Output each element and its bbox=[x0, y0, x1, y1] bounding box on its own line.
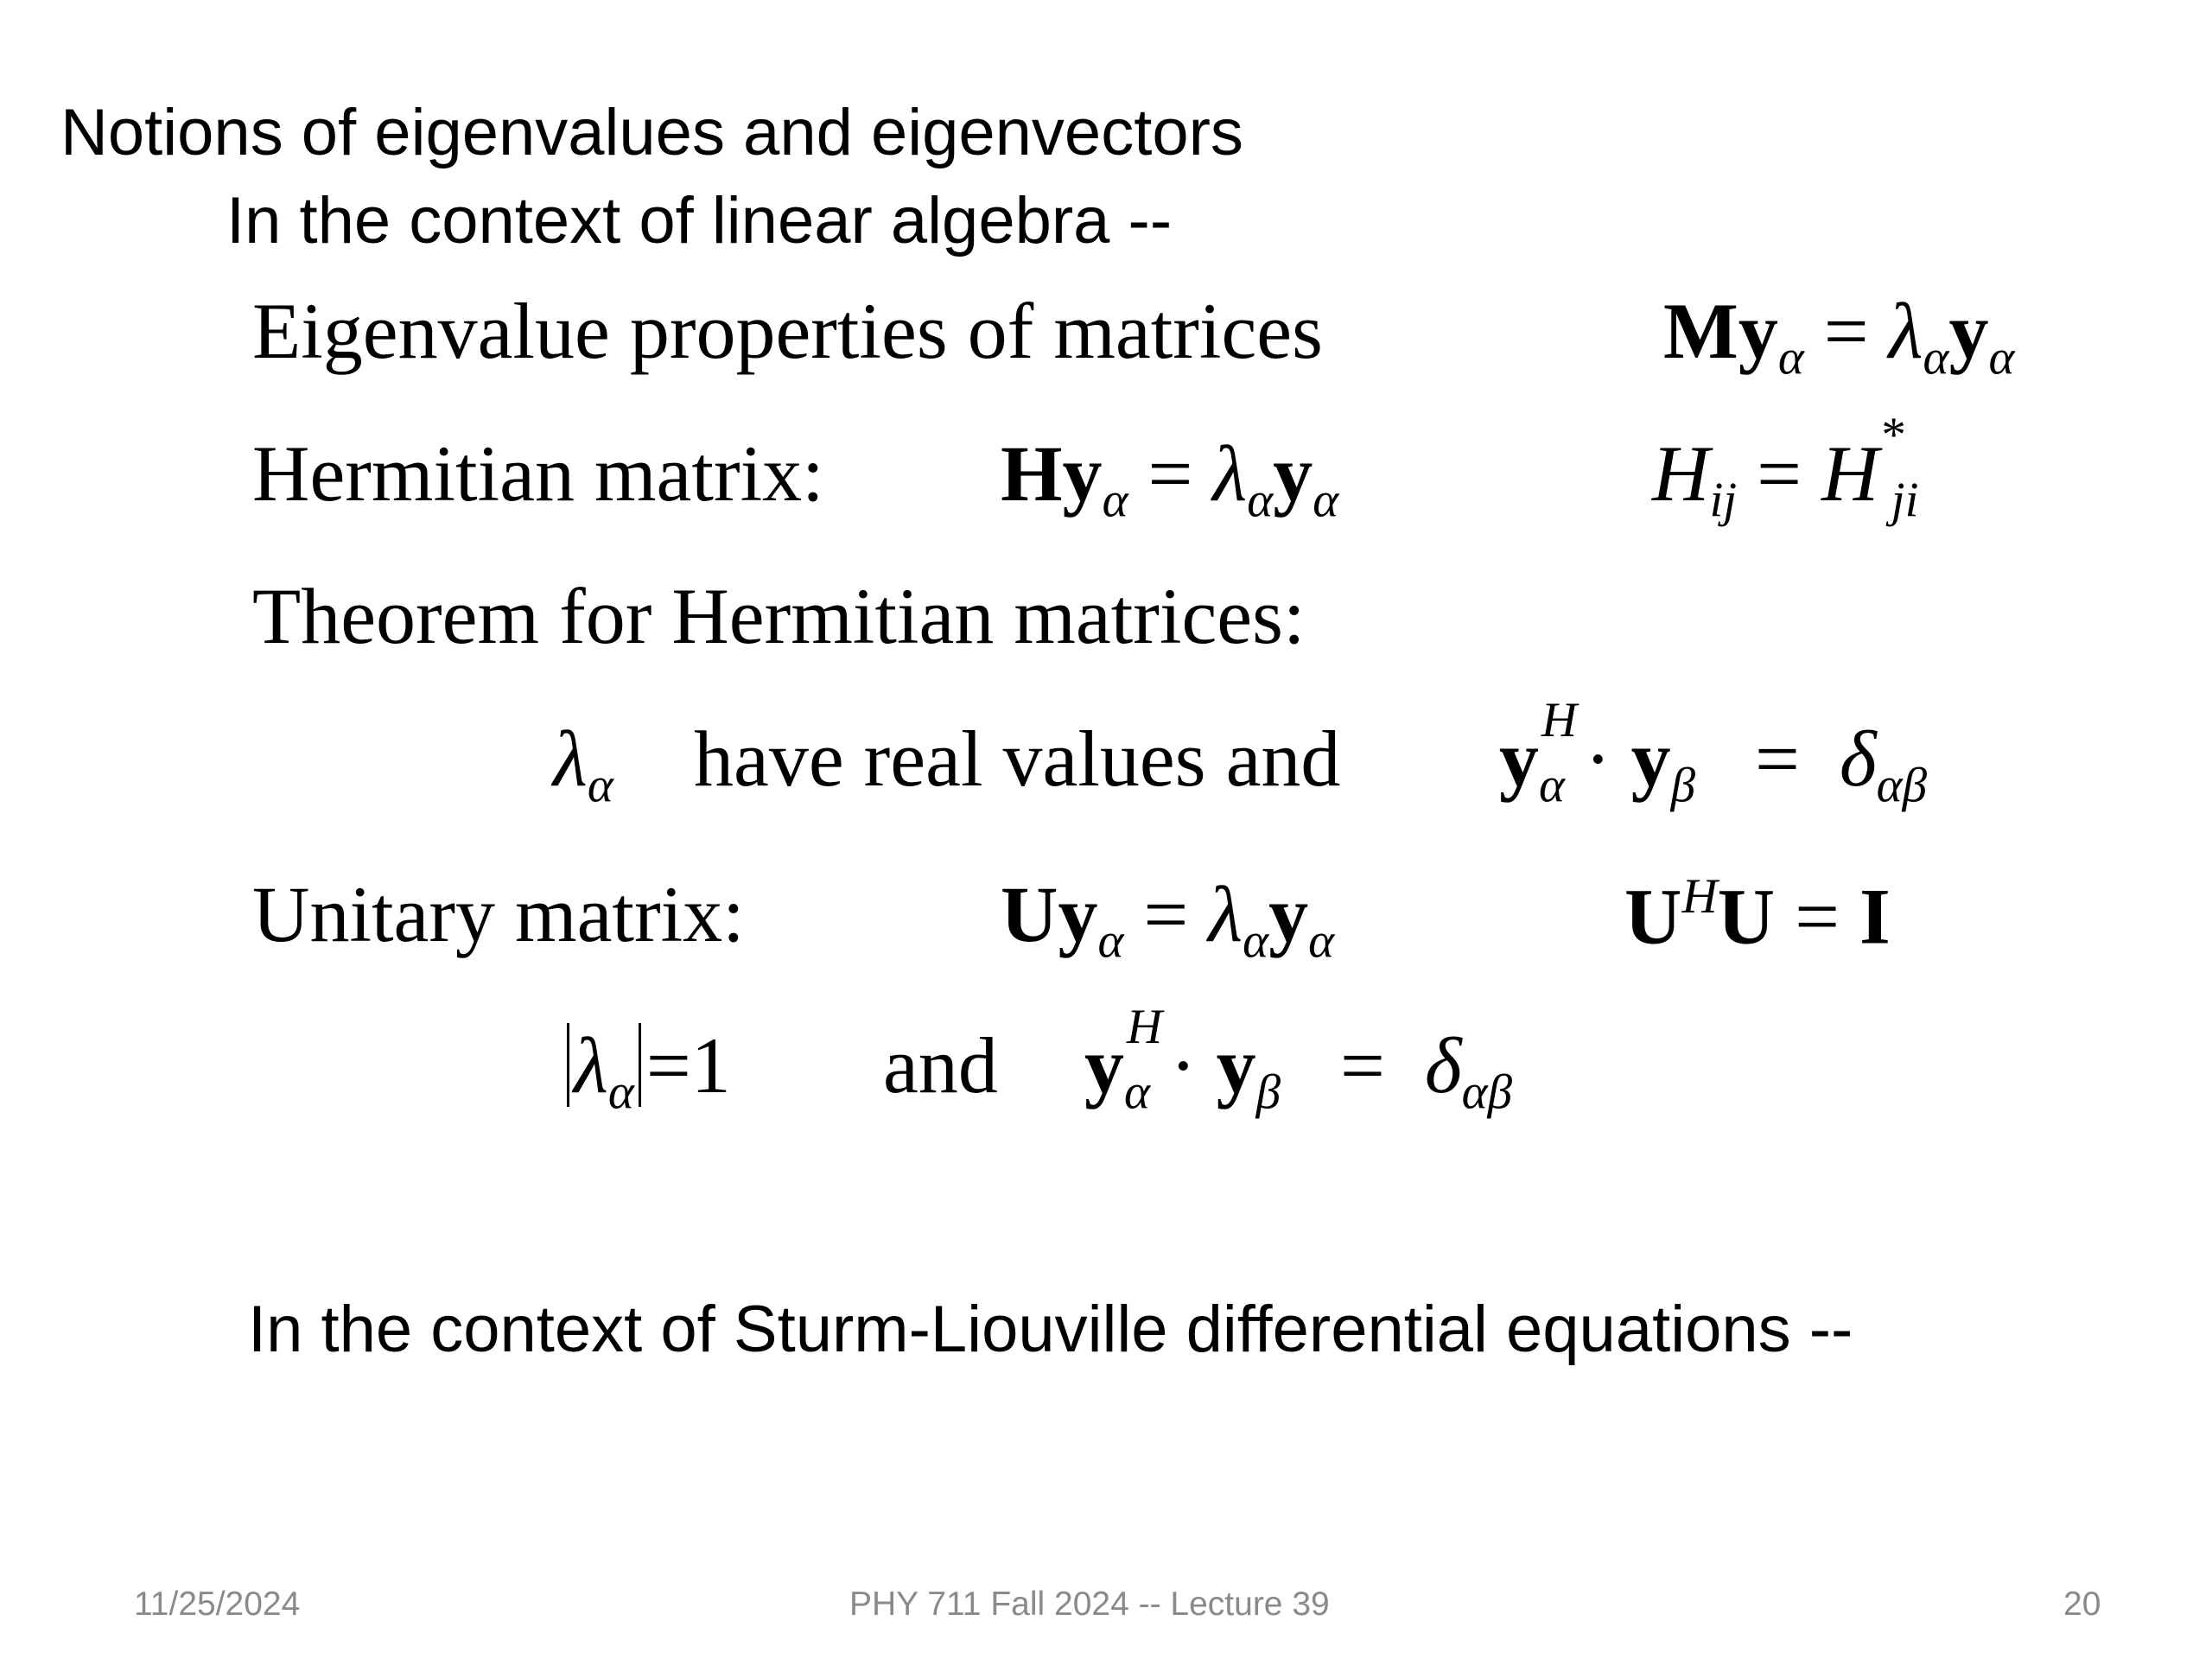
unitary-modulus: $\lambda_\alpha =1$ bbox=[562, 1020, 731, 1120]
subtitle-linear-algebra: In the context of linear algebra -- bbox=[226, 184, 1173, 257]
unitary-orthonormality: y H $\alpha \cdot y_\beta = \delta_{\alpha\beta}$ bbox=[1084, 1000, 1512, 1120]
footer-course: PHY 711 Fall 2024 -- Lecture 39 bbox=[849, 1586, 1330, 1623]
eigen-properties-label: Eigenvalue properties of matrices bbox=[252, 287, 1323, 375]
subtitle-sturm-liouville: In the context of Sturm-Liouville differential equations -- bbox=[248, 1293, 1853, 1366]
unitary-eigen-equation: $Uy_\alpha = \lambda_\alpha y_\alpha$ bbox=[1001, 870, 1335, 969]
footer-page-number: 20 bbox=[2063, 1586, 2101, 1623]
slide-title: Notions of eigenvalues and eigenvectors bbox=[60, 96, 1243, 169]
unitary-label: Unitary matrix: bbox=[252, 870, 745, 958]
hermitian-eigen-equation: $Hy_\alpha = \lambda_\alpha y_\alpha$ bbox=[1001, 429, 1339, 528]
hermitian-label: Hermitian matrix: bbox=[252, 429, 824, 518]
unitary-definition: $U^HU = I$ bbox=[1624, 869, 1891, 961]
hermitian-definition: $H_{ij} = H$ * ji bbox=[1652, 408, 1919, 528]
theorem-label: Theorem for Hermitian matrices: bbox=[252, 572, 1306, 660]
theorem-lambda: $\lambda_\alpha$ bbox=[553, 715, 613, 813]
unitary-and-text: and bbox=[883, 1021, 998, 1109]
footer-date: 11/25/2024 bbox=[134, 1586, 301, 1623]
eigen-equation: $My_\alpha = \lambda_\alpha y_\alpha$ bbox=[1663, 287, 2015, 385]
theorem-real-values-text: have real values and bbox=[694, 715, 1341, 803]
theorem-orthonormality: y H $\alpha \cdot y_\beta = \delta_{\alpha\beta}$ bbox=[1499, 693, 1927, 813]
